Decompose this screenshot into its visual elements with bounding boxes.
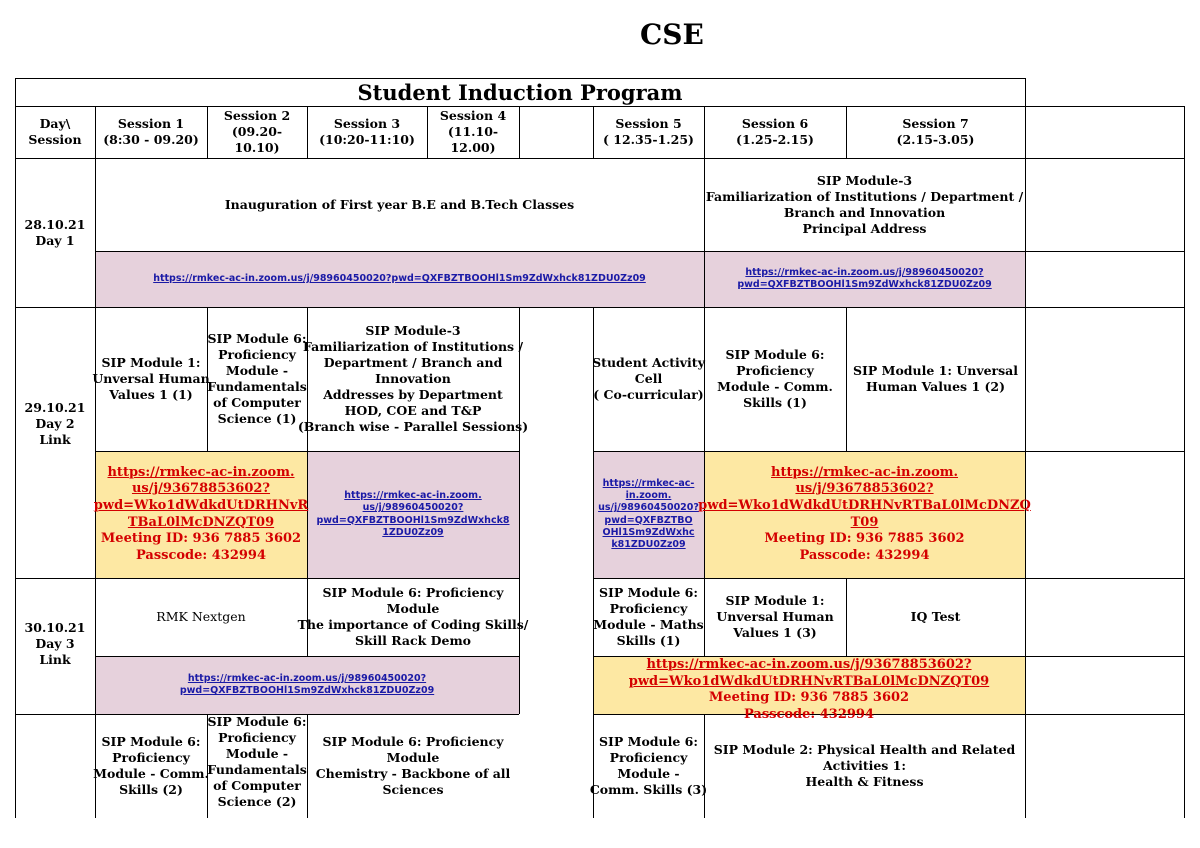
day2-meeting-left[interactable]: https://rmkec-ac-in.zoom. us/j/93678853602? pwd=Wko1dWdkdUtDRHNvR TBaL0lMcDNZQT09 Meeting ID: 936 7885 3602 Passcode: 432994 [93,464,309,563]
header-session-5: Session 5 ( 12.35-1.25) [603,116,694,147]
header-session-4: Session 4 (11.10- 12.00) [439,108,507,155]
day3-label: 30.10.21 Day 3 Link [24,620,86,667]
day3-meeting-right[interactable]: https://rmkec-ac-in.zoom.us/j/93678853602? pwd=Wko1dWdkdUtDRHNvRTBaL0lMcDNZQT09 Meeting ID: 936 7885 3602 Passcode: 432994 [628,657,990,722]
day2-session-2: SIP Module 6: Proficiency Module - Fundamentals of Computer Science (1) [207,331,307,426]
day2-zoom-link-s5[interactable]: https://rmkec-ac- in.zoom. us/j/98960450020? pwd=QXFBZTBO OHl1Sm9ZdWxhc k81ZDU0Zz09 [598,478,699,550]
day4-session-1: SIP Module 6: Proficiency Module - Comm. Skills (2) [93,734,209,797]
day4-session-6-7: SIP Module 2: Physical Health and Related Activities 1: Health & Fitness [713,742,1016,789]
day1-zoom-link-right[interactable]: https://rmkec-ac-in.zoom.us/j/98960450020? pwd=QXFBZTBOOHl1Sm9ZdWxhck81ZDU0Zz09 [737,266,992,290]
header-session-6: Session 6 (1.25-2.15) [736,116,814,147]
day2-zoom-link-mid[interactable]: https://rmkec-ac-in.zoom. us/j/98960450020? pwd=QXFBZTBOOHl1Sm9ZdWxhck8 1ZDU0Zz09 [316,490,510,538]
header-session-3: Session 3 (10:20-11:10) [319,116,415,147]
day3-rmk-nextgen: RMK Nextgen [156,609,246,624]
day3-session-6: SIP Module 1: Unversal Human Values 1 (3) [716,593,834,640]
day2-session-1: SIP Module 1: Unversal Human Values 1 (1) [92,355,210,402]
day3-zoom-link-left[interactable]: https://rmkec-ac-in.zoom.us/j/98960450020? pwd=QXFBZTBOOHl1Sm9ZdWxhck81ZDU0Zz09 [179,672,435,696]
day2-session-6: SIP Module 6: Proficiency Module - Comm. Skills (1) [717,347,833,410]
header-session-7: Session 7 (2.15-3.05) [896,116,975,147]
day4-session-2: SIP Module 6: Proficiency Module - Fundamentals of Computer Science (2) [207,714,307,809]
day3-session-5: SIP Module 6: Proficiency Module - Maths Skills (1) [593,585,704,648]
header-session-2: Session 2 (09.20- 10.10) [223,108,291,155]
day3-iq-test: IQ Test [910,609,961,624]
department-title: CSE [640,18,704,51]
day4-session-3: SIP Module 6: Proficiency Module Chemistry - Backbone of all Sciences [315,734,511,797]
day1-inauguration: Inauguration of First year B.E and B.Tech Classes [224,196,575,212]
day2-session-3: SIP Module-3 Familiarization of Institutions / Department / Branch and Innovation Addresses by Department HOD, COE and T&P (Branch wise - Parallel Sessions) [297,323,529,434]
day2-session-5: Student Activity Cell ( Co-curricular) [592,355,705,402]
day4-session-5: SIP Module 6: Proficiency Module - Comm. Skills (3) [589,734,708,797]
day1-label: 28.10.21 Day 1 [24,216,86,248]
day2-label: 29.10.21 Day 2 Link [24,400,86,447]
day2-session-7: SIP Module 1: Unversal Human Values 1 (2) [852,363,1019,394]
header-day-session: Day\ Session [28,116,82,147]
day1-zoom-link-left[interactable]: https://rmkec-ac-in.zoom.us/j/98960450020?pwd=QXFBZTBOOHl1Sm9ZdWxhck81ZDU0Zz09 [153,272,646,284]
day2-meeting-right[interactable]: https://rmkec-ac-in.zoom. us/j/93678853602? pwd=Wko1dWdkdUtDRHNvRTBaL0lMcDNZQ T09 Meeting ID: 936 7885 3602 Passcode: 432994 [698,464,1031,563]
table-title: Student Induction Program [357,79,683,105]
day1-sip-module-3: SIP Module-3 Familiarization of Institutions / Department / Branch and Innovation Principal Address [705,172,1024,236]
header-session-1: Session 1 (8:30 - 09.20) [103,116,199,147]
day3-coding-skills: SIP Module 6: Proficiency Module The importance of Coding Skills/ Skill Rack Demo [297,585,529,648]
